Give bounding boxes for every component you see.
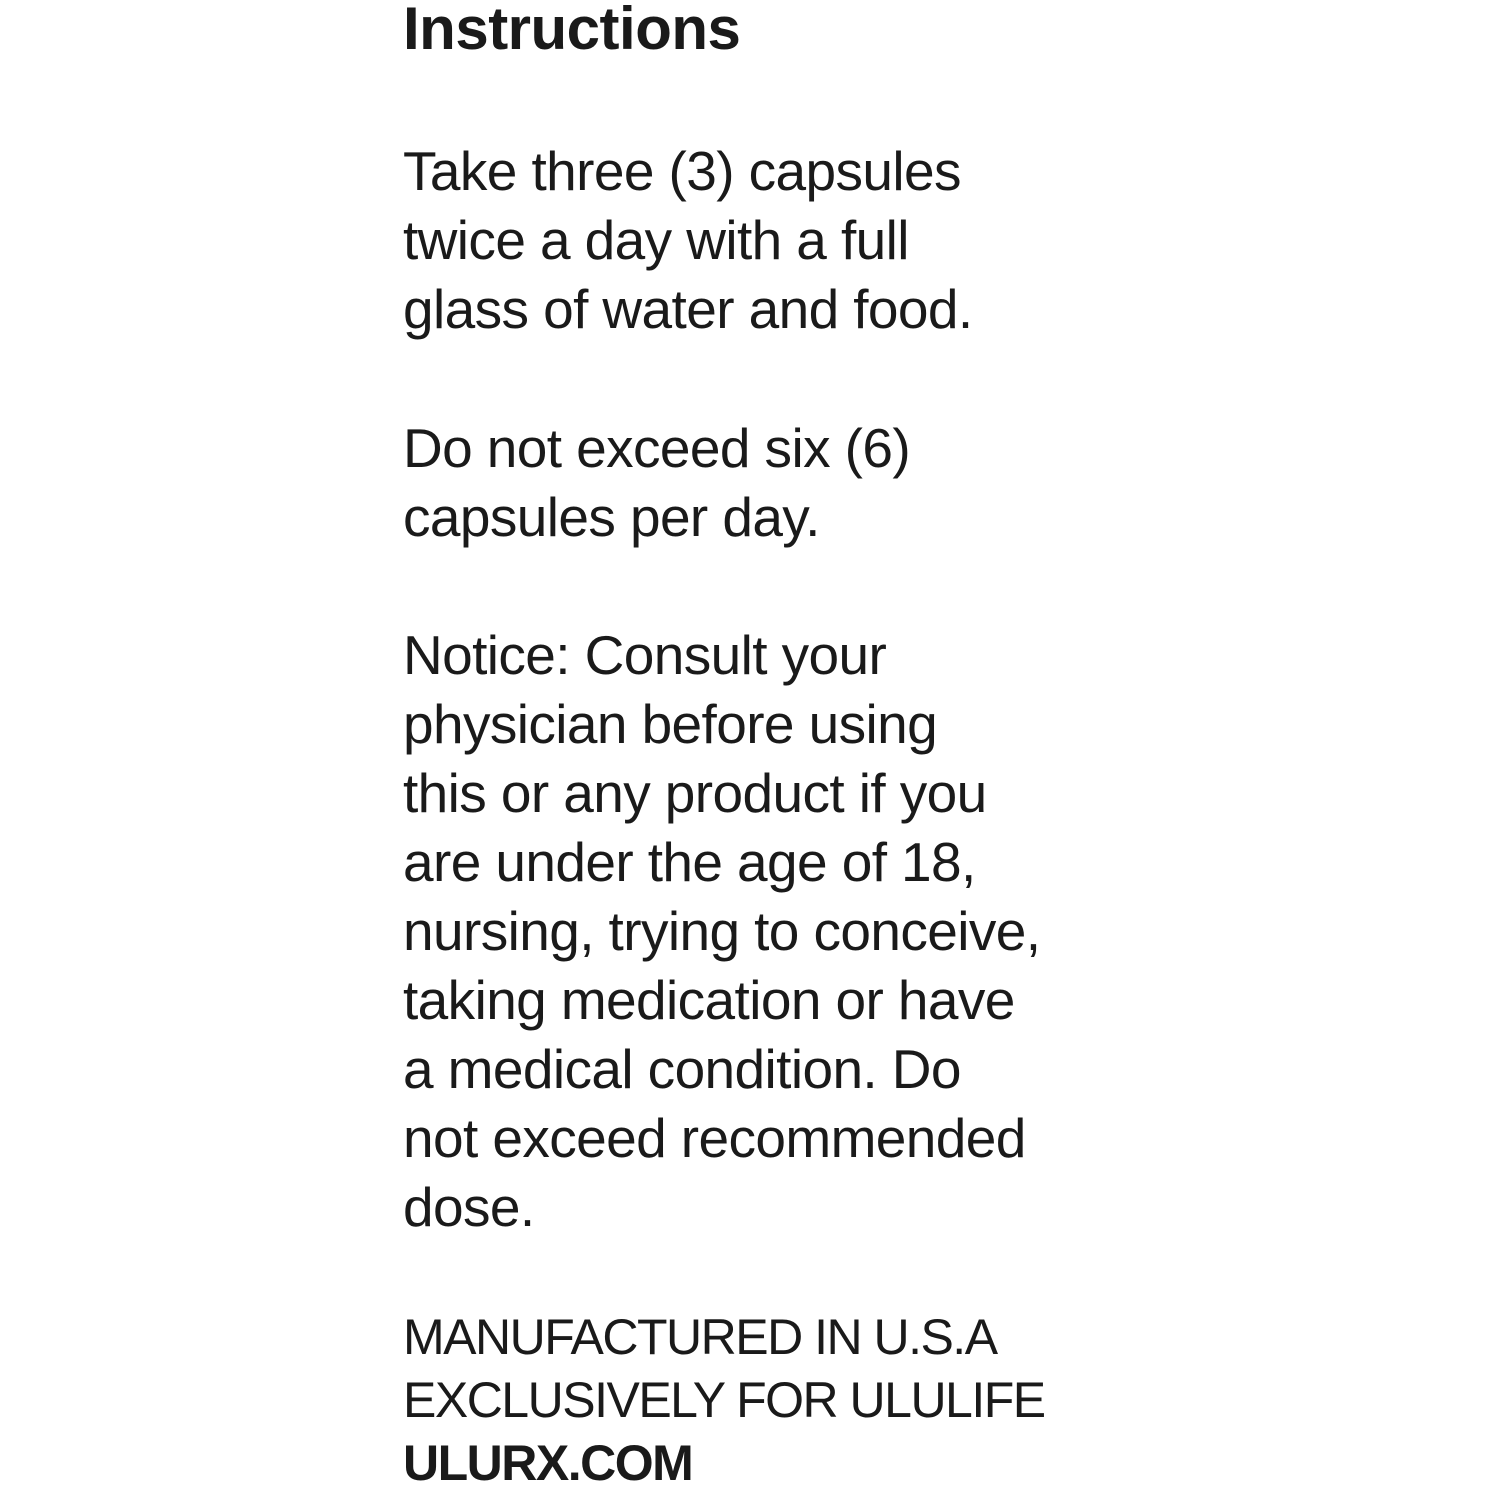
notice-line: a medical condition. Do [403,1038,961,1100]
exclusively-for-text: EXCLUSIVELY FOR ULULIFE [403,1372,1045,1428]
notice-line: Notice: Consult your [403,624,887,686]
max-dose-line: capsules per day. [403,486,820,548]
website-url: ULURX.COM [403,1435,693,1491]
notice-line: physician before using [403,693,938,755]
max-dose-line: Do not exceed six (6) [403,417,911,479]
notice-line: this or any product if you [403,762,987,824]
max-dose-paragraph [403,414,910,552]
dosage-line: twice a day with a full [403,209,909,271]
notice-line: nursing, trying to conceive, [403,900,1041,962]
notice-line: taking medication or have [403,969,1015,1031]
manufacturer-info [403,1306,1045,1495]
dosage-line: Take three (3) capsules [403,140,961,202]
notice-line: not exceed recommended [403,1107,1026,1169]
dosage-line: glass of water and food. [403,278,973,340]
notice-line: are under the age of 18, [403,831,976,893]
manufactured-in-text: MANUFACTURED IN U.S.A [403,1309,997,1365]
notice-paragraph [403,621,1040,1242]
dosage-paragraph [403,137,973,344]
notice-line: dose. [403,1176,535,1238]
instructions-heading: Instructions [403,0,741,62]
